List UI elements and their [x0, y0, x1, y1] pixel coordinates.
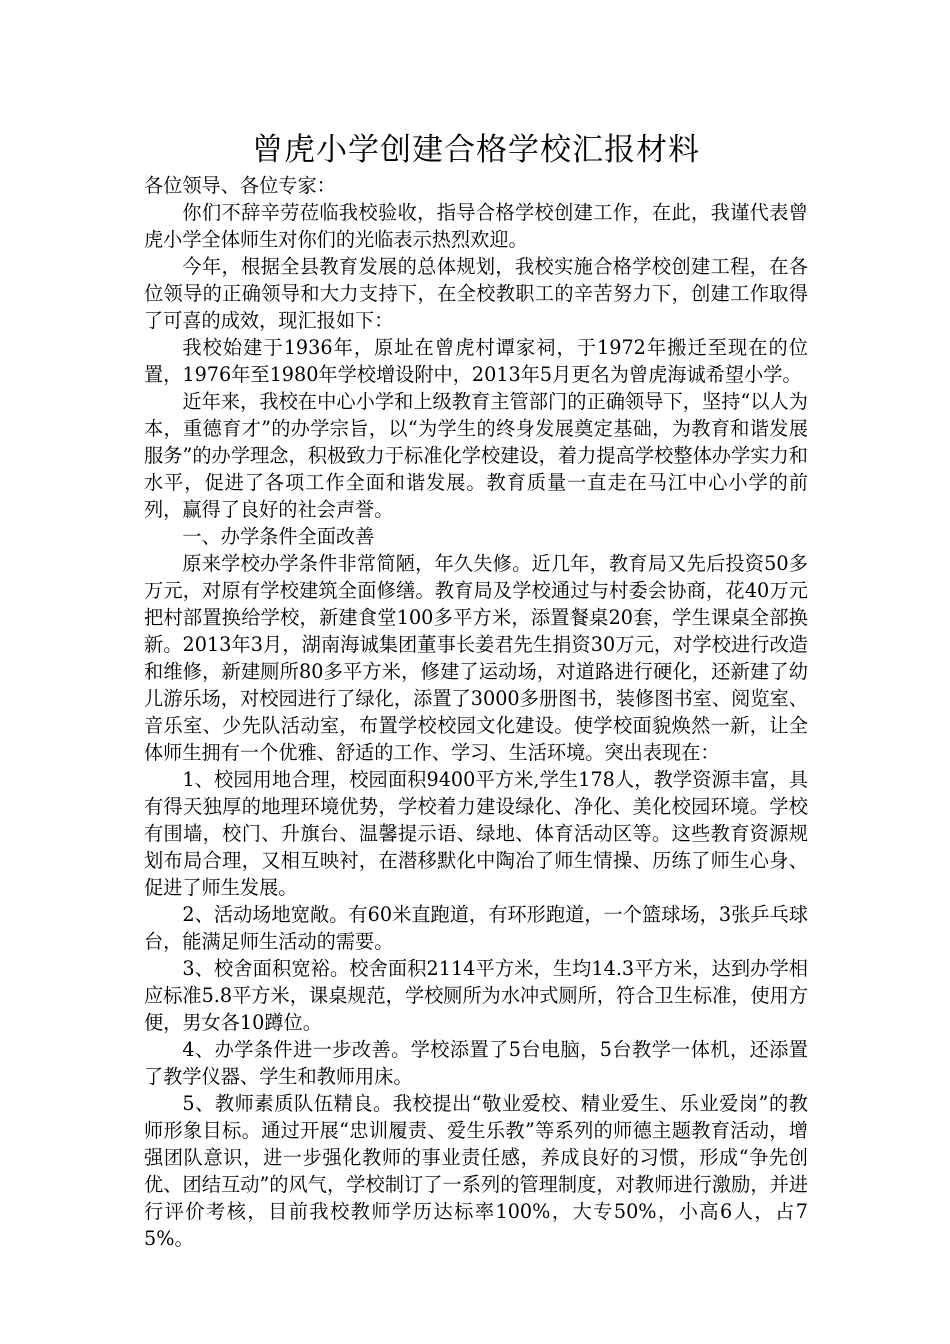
paragraph-investment: 原来学校办学条件非常简陋，年久失修。近几年，教育局又先后投资50多万元，对原有学校建筑全面修缮。教育局及学校通过与村委会协商，花40万元把村部置换给学校，新建食堂100多平方米，添置餐桌20套，学生课桌全部换新。2013年3月，湖南海诚集团董事长姜君先生捐资30万元，对学校进行改造和维修，新建厕所80多平方米，修建了运动场，对道路进行硬化，还新建了幼儿游乐场，对校园进行了绿化，添置了3000多册图书，装修图书室、阅览室、音乐室、少先队活动室，布置学校校园文化建设。使学校面貌焕然一新，让全体师生拥有一个优雅、舒适的工作、学习、生活环境。突出表现在： — [144, 552, 808, 764]
paragraph-item-3: 3、校舍面积宽裕。校舍面积2114平方米，生均14.3平方米，达到办学相应标准5.8平方米，课桌规范，学校厕所为水冲式厕所，符合卫生标准，使用方便，男女各10蹲位。 — [144, 957, 808, 1034]
paragraph-item-5: 5、教师素质队伍精良。我校提出“敬业爱校、精业爱生、乐业爱岗”的教师形象目标。通过开展“忠训履责、爱生乐教”等系列的师德主题教育活动，增强团队意识，进一步强化教师的事业责任感，养成良好的习惯，形成“争先创优、团结互动”的风气，学校制订了一系列的管理制度，对教师进行激励，并进行评价考核，目前我校教师学历达标率100%，大专50%，小高6人，占75%。 — [144, 1092, 808, 1250]
paragraph-welcome: 你们不辞辛劳莅临我校验收，指导合格学校创建工作，在此，我谨代表曾虎小学全体师生对你们的光临表示热烈欢迎。 — [144, 201, 808, 251]
paragraph-item-1: 1、校园用地合理，校园面积9400平方米,学生178人，教学资源丰富，具有得天独厚的地理环境优势，学校着力建设绿化、净化、美化校园环境。学校有围墙，校门、升旗台、温馨提示语、绿地、体育活动区等。这些教育资源规划布局合理，又相互映衬，在潜移默化中陶冶了师生情操、历练了师生心身、促进了师生发展。 — [144, 768, 808, 899]
paragraph-overview: 今年，根据全县教育发展的总体规划，我校实施合格学校创建工程，在各位领导的正确领导和大力支持下，在全校教职工的辛苦努力下，创建工作取得了可喜的成效，现汇报如下： — [144, 255, 808, 332]
paragraph-history: 我校始建于1936年，原址在曾虎村谭家祠，于1972年搬迁至现在的位置，1976年至1980年学校增设附中，2013年5月更名为曾虎海诚希望小学。 — [144, 336, 808, 386]
document-title: 曾虎小学创建合格学校汇报材料 — [252, 132, 700, 168]
paragraph-philosophy: 近年来，我校在中心小学和上级教育主管部门的正确领导下，坚持“以人为本，重德育才”的办学宗旨，以“为学生的终身发展奠定基础，为教育和谐发展服务”的办学理念，积极致力于标准化学校建设，着力提高学校整体办学实力和水平，促进了各项工作全面和谐发展。教育质量一直走在马江中心小学的前列，赢得了良好的社会声誉。 — [144, 390, 808, 521]
salutation: 各位领导、各位专家： — [144, 174, 336, 197]
document-page — [144, 128, 808, 1252]
paragraph-item-2: 2、活动场地宽敞。有60米直跑道，有环形跑道，一个篮球场，3张乒乓球台，能满足师生活动的需要。 — [144, 903, 808, 953]
section-heading-conditions: 一、办学条件全面改善 — [182, 525, 375, 548]
paragraph-item-4: 4、办学条件进一步改善。学校添置了5台电脑，5台教学一体机，还添置了教学仪器、学生和教师用床。 — [144, 1038, 808, 1088]
